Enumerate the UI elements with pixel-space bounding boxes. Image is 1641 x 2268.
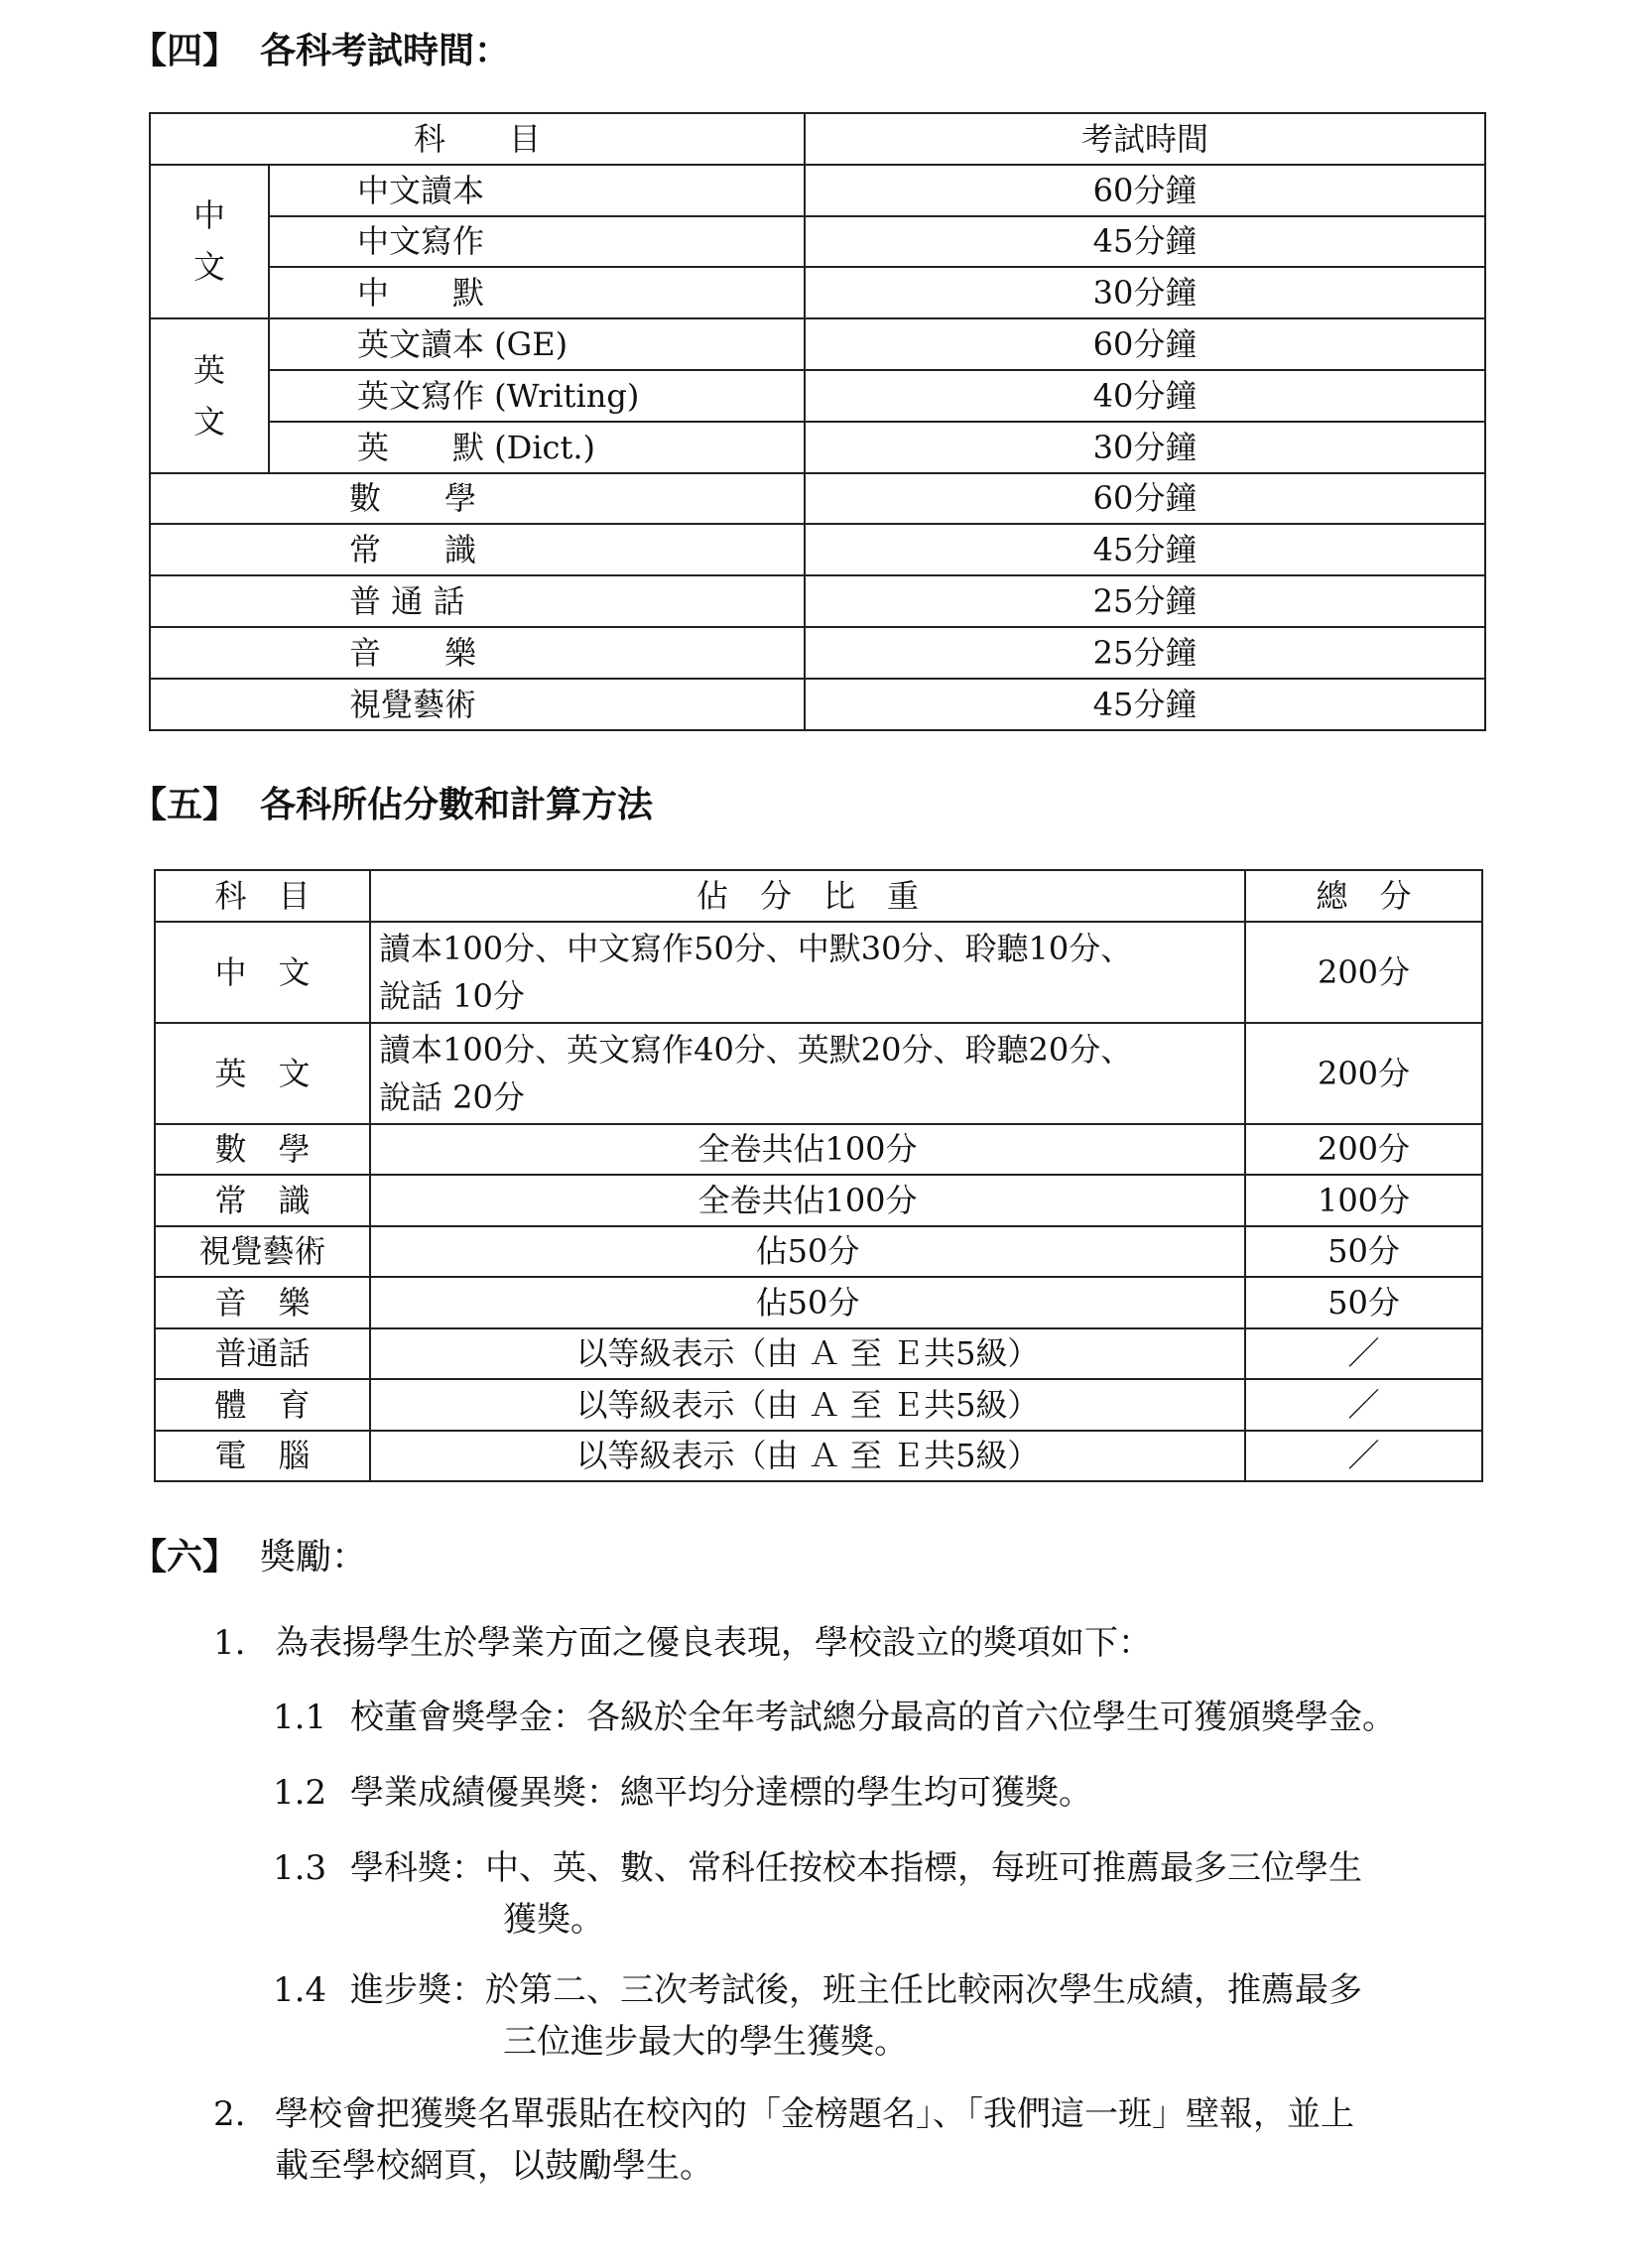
- subject-cell: 音 樂: [155, 1277, 370, 1328]
- list-text-continuation: 載至學校網頁，以鼓勵學生。: [275, 2146, 713, 2186]
- list-text: 學業成績優異獎：總平均分達標的學生均可獲獎。: [350, 1773, 1092, 1813]
- exam-time: 45分鐘: [805, 216, 1485, 268]
- header-total: 總 分: [1245, 870, 1482, 922]
- subject-cell: 英 文: [155, 1023, 370, 1124]
- subject-cell: 常 識: [155, 1175, 370, 1226]
- section-6-marker: 【六】: [131, 1537, 239, 1577]
- weight-cell: 讀本100分、英文寫作40分、英默20分、聆聽20分、 說話 20分: [370, 1023, 1245, 1124]
- list-number: 1.1: [273, 1698, 327, 1737]
- section-4-marker: 【四】: [131, 31, 239, 71]
- weight-cell: 佔50分: [370, 1226, 1245, 1278]
- table-row: [150, 422, 1485, 473]
- weight-cell: 以等級表示（由 Ａ 至 Ｅ共5級）: [370, 1328, 1245, 1380]
- subject-name: 中文寫作: [269, 216, 805, 268]
- list-text: 為表揚學生於學業方面之優良表現，學校設立的獎項如下：: [275, 1623, 1152, 1663]
- total-cell: 50分: [1245, 1226, 1482, 1278]
- weight-cell: 以等級表示（由 Ａ 至 Ｅ共5級）: [370, 1431, 1245, 1482]
- total-cell: 200分: [1245, 1124, 1482, 1176]
- section-6-title: 獎勵：: [260, 1537, 368, 1577]
- section-5-heading: [131, 784, 653, 827]
- list-text: 校董會獎學金：各級於全年考試總分最高的首六位學生可獲頒獎學金。: [350, 1698, 1396, 1737]
- exam-time: 30分鐘: [805, 422, 1485, 473]
- subject-name: 中 默: [269, 267, 805, 318]
- subject-cell: 中 文: [155, 922, 370, 1023]
- weight-cell: 佔50分: [370, 1277, 1245, 1328]
- header-exam-time: 考試時間: [805, 113, 1485, 165]
- total-cell: ／: [1245, 1431, 1482, 1482]
- table-row: [155, 1023, 1482, 1124]
- header-subject: 科 目: [155, 870, 370, 922]
- category-chinese: 中 文: [150, 165, 269, 318]
- section-5-title: 各科所佔分數和計算方法: [260, 785, 654, 825]
- table-row: [150, 165, 1485, 216]
- section-4-title: 各科考試時間：: [260, 31, 511, 71]
- subject-name: 常 識: [150, 524, 805, 575]
- subject-name: 音 樂: [150, 627, 805, 679]
- table-row: [150, 575, 1485, 627]
- table-row: [150, 318, 1485, 370]
- exam-time-table: [149, 112, 1486, 731]
- table-row: [155, 1277, 1482, 1328]
- header-subject: 科 目: [150, 113, 805, 165]
- weight-cell: 全卷共佔100分: [370, 1175, 1245, 1226]
- table-row: [150, 216, 1485, 268]
- total-cell: ／: [1245, 1379, 1482, 1431]
- subject-name: 英文寫作 (Writing): [269, 370, 805, 422]
- subject-name: 中文讀本: [269, 165, 805, 216]
- list-text: 進步獎：於第二、三次考試後，班主任比較兩次學生成績，推薦最多: [350, 1970, 1362, 2010]
- total-cell: 100分: [1245, 1175, 1482, 1226]
- exam-time: 30分鐘: [805, 267, 1485, 318]
- subject-name: 數 學: [150, 473, 805, 525]
- table-row: [150, 267, 1485, 318]
- subject-cell: 數 學: [155, 1124, 370, 1176]
- table-row: [155, 1431, 1482, 1482]
- section-4-heading: [131, 30, 510, 73]
- list-text-continuation: 三位進步最大的學生獲獎。: [503, 2022, 908, 2062]
- table-row: [155, 1328, 1482, 1380]
- table-row: [150, 370, 1485, 422]
- table-row: [155, 1175, 1482, 1226]
- section-6-heading: [131, 1536, 367, 1579]
- table-row: [155, 1124, 1482, 1176]
- exam-time: 60分鐘: [805, 318, 1485, 370]
- exam-time: 45分鐘: [805, 524, 1485, 575]
- subject-cell: 電 腦: [155, 1431, 370, 1482]
- exam-time: 60分鐘: [805, 165, 1485, 216]
- list-number: 1.: [213, 1623, 246, 1663]
- list-number: 2.: [213, 2094, 246, 2134]
- header-weight: 佔 分 比 重: [370, 870, 1245, 922]
- subject-name: 英 默 (Dict.): [269, 422, 805, 473]
- score-weight-table: [154, 869, 1483, 1482]
- subject-name: 普 通 話: [150, 575, 805, 627]
- list-number: 1.2: [273, 1773, 327, 1813]
- total-cell: 200分: [1245, 922, 1482, 1023]
- section-5-marker: 【五】: [131, 785, 239, 825]
- total-cell: 50分: [1245, 1277, 1482, 1328]
- list-text: 學校會把獲獎名單張貼在校內的「金榜題名」、「我們這一班」壁報，並上: [275, 2094, 1354, 2134]
- weight-cell: 以等級表示（由 Ａ 至 Ｅ共5級）: [370, 1379, 1245, 1431]
- table-row: [150, 524, 1485, 575]
- subject-name: 視覺藝術: [150, 679, 805, 730]
- total-cell: ／: [1245, 1328, 1482, 1380]
- table-row: [155, 1226, 1482, 1278]
- table-row: [150, 627, 1485, 679]
- exam-time: 45分鐘: [805, 679, 1485, 730]
- list-number: 1.3: [273, 1848, 327, 1888]
- subject-name: 英文讀本 (GE): [269, 318, 805, 370]
- table-header-row: [155, 870, 1482, 922]
- table-row: [150, 473, 1485, 525]
- table-row: [155, 922, 1482, 1023]
- category-english: 英 文: [150, 318, 269, 472]
- total-cell: 200分: [1245, 1023, 1482, 1124]
- list-text: 學科獎：中、英、數、常科任按校本指標，每班可推薦最多三位學生: [350, 1848, 1362, 1888]
- exam-time: 40分鐘: [805, 370, 1485, 422]
- exam-time: 25分鐘: [805, 575, 1485, 627]
- table-row: [155, 1379, 1482, 1431]
- weight-cell: 全卷共佔100分: [370, 1124, 1245, 1176]
- subject-cell: 體 育: [155, 1379, 370, 1431]
- list-text-continuation: 獲獎。: [503, 1900, 604, 1940]
- exam-time: 25分鐘: [805, 627, 1485, 679]
- table-row: [150, 679, 1485, 730]
- subject-cell: 普通話: [155, 1328, 370, 1380]
- subject-cell: 視覺藝術: [155, 1226, 370, 1278]
- exam-time: 60分鐘: [805, 473, 1485, 525]
- table-header-row: [150, 113, 1485, 165]
- weight-cell: 讀本100分、中文寫作50分、中默30分、聆聽10分、 說話 10分: [370, 922, 1245, 1023]
- list-number: 1.4: [273, 1970, 327, 2010]
